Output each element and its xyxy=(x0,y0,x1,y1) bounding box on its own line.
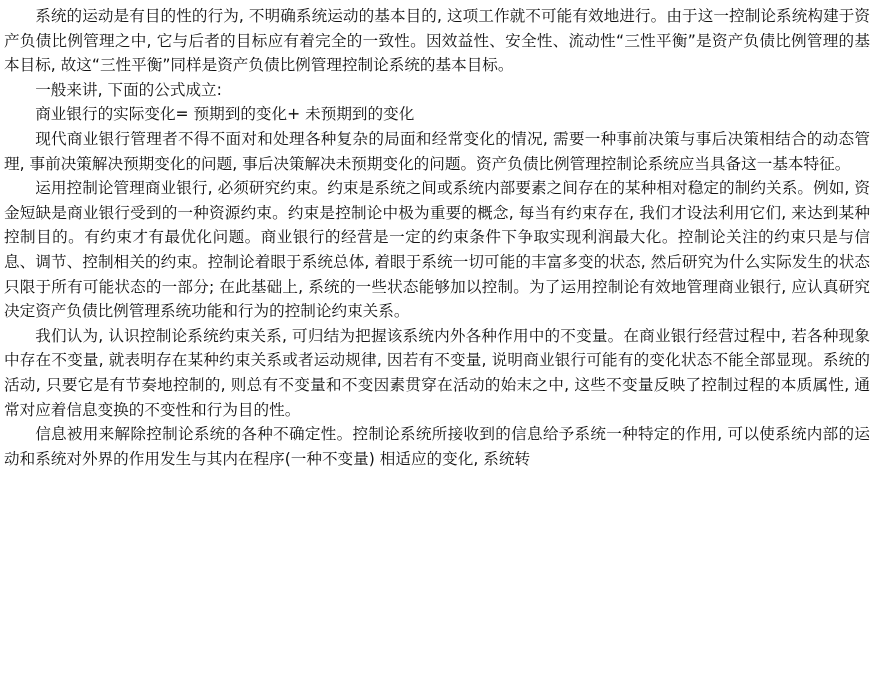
paragraph-formula-intro: 一般来讲, 下面的公式成立: xyxy=(35,80,222,99)
paragraph-constraints: 运用控制论管理商业银行, 必须研究约束。约束是系统之间或系统内部要素之间存在的某种相对稳定的制约关系。例如, 资金短缺是商业银行受到的一种资源约束。约束是控制论中极为重要的概念, 每当有约束存在, 我们才设法利用它们, 来达到某种控制目的。有约束才有最优化问题。商业银行的经营是一定的约束条件下争取实现利润最大化。控制论关注的约束只是与信息、调节、控制相关的约束。控制论着眼于系统总体, 着眼于系统一切可能的丰富多变的状态, 然后研究为什么实际发生的状态只限于所有可能状态的一部分; 在此基础上, 系统的一些状态能够加以控制。为了运用控制论有效地管理商业银行, 应认真研究决定资产负债比例管理系统功能和行为的控制论约束关系。 xyxy=(4,179,870,321)
paragraph-formula: 商业银行的实际变化= 预期到的变化+ 未预期到的变化 xyxy=(35,105,415,124)
paragraph-information: 信息被用来解除控制论系统的各种不确定性。控制论系统所接收到的信息给予系统一种特定的作用, 可以使系统内部的运动和系统对外界的作用发生与其内在程序(一种不变量) 相适应的变化, 系统转 xyxy=(4,425,870,468)
paragraph-dynamic-management: 现代商业银行管理者不得不面对和处理各种复杂的局面和经常变化的情况, 需要一种事前决策与事后决策相结合的动态管理, 事前决策解决预期变化的问题, 事后决策解决未预期变化的问题。资产负债比例管理控制论系统应当具备这一基本特征。 xyxy=(4,129,870,173)
document-page xyxy=(4,4,870,471)
paragraph-system-goal: 系统的运动是有目的性的行为, 不明确系统运动的基本目的, 这项工作就不可能有效地进行。由于这一控制论系统构建于资产负债比例管理之中, 它与后者的目标应有着完全的一致性。因效益性、安全性、流动性“三性平衡”是资产负债比例管理的基本目标, 故这“三性平衡”同样是资产负债比例管理控制论系统的基本目标。 xyxy=(4,7,870,75)
paragraph-invariants: 我们认为, 认识控制论系统约束关系, 可归结为把握该系统内外各种作用中的不变量。在商业银行经营过程中, 若各种现象中存在不变量, 就表明存在某种约束关系或者运动规律, 因若有不变量, 说明商业银行可能有的变化状态不能全部显现。系统的活动, 只要它是有节奏地控制的, 则总有不变量和不变因素贯穿在活动的始末之中, 这些不变量反映了控制过程的本质属性, 通常对应着信息变换的不变性和行为目的性。 xyxy=(4,326,870,419)
